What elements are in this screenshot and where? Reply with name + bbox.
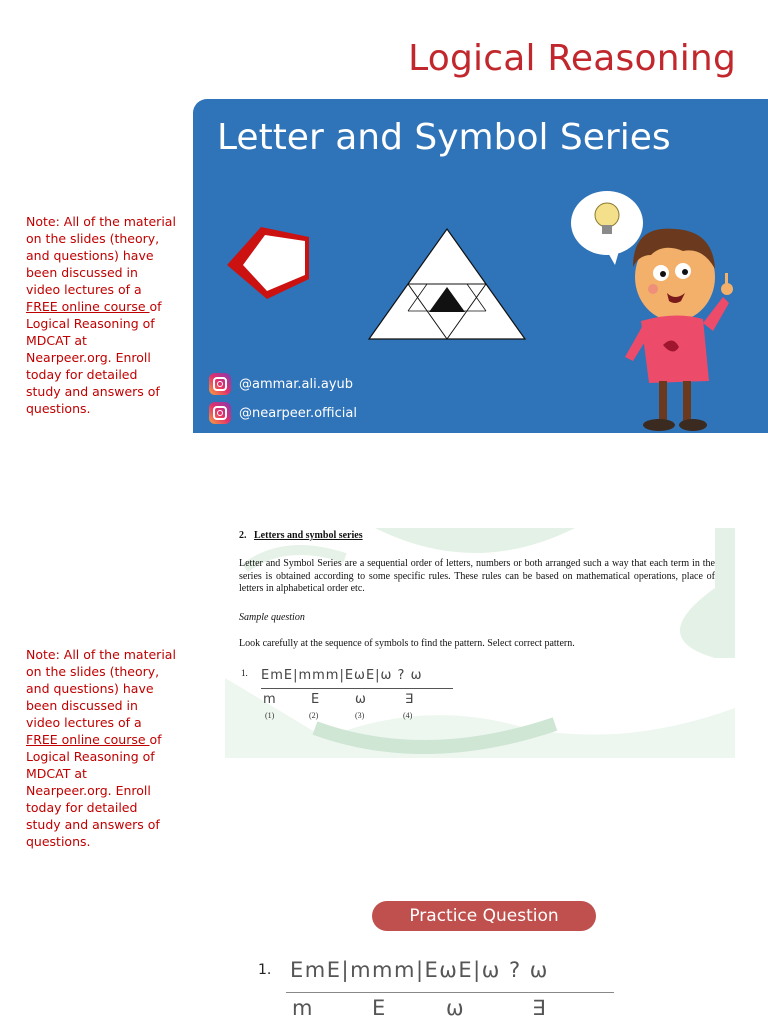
free-course-link[interactable]: FREE online course: [26, 732, 150, 747]
page-title: Logical Reasoning: [408, 38, 736, 79]
social-handle-label: @nearpeer.official: [239, 405, 357, 421]
note-2: [26, 646, 176, 850]
doc-question-series: EmE|mmm|EωE|ω ? ω: [261, 668, 423, 683]
document-excerpt: [225, 528, 735, 758]
practice-option-1[interactable]: m: [292, 996, 313, 1020]
note-text: Note: All of the material on the slides (theory, and questions) have been discussed in video lectures of a: [26, 214, 176, 297]
note-text: of Logical Reasoning of MDCAT at Nearpeer.org. Enroll today for detailed study and answers of questions.: [26, 299, 162, 416]
doc-option-4: ∃: [405, 692, 414, 707]
doc-divider: [261, 688, 453, 689]
doc-heading-text: Letters and symbol series: [254, 530, 363, 541]
doc-heading: [239, 530, 363, 541]
doc-heading-number: 2.: [239, 530, 247, 541]
banner: [193, 99, 768, 433]
doc-option-3: ω: [355, 692, 366, 707]
practice-question-badge: Practice Question: [372, 901, 596, 931]
banner-title: Letter and Symbol Series: [217, 117, 671, 158]
social-handle-2[interactable]: [209, 402, 357, 424]
doc-option-2: E: [311, 692, 320, 707]
pentagon-illustration: [221, 221, 315, 303]
social-handle-label: @ammar.ali.ayub: [239, 376, 354, 392]
practice-options: [286, 996, 606, 1024]
triangle-illustration: [365, 227, 529, 343]
instagram-icon: [209, 373, 231, 395]
note-1: [26, 213, 176, 417]
doc-option-label: (2): [309, 711, 319, 720]
doc-option-label: (1): [265, 711, 275, 720]
doc-instruction: Look carefully at the sequence of symbols to find the pattern. Select correct pattern.: [239, 638, 575, 649]
doc-option-label: (3): [355, 711, 365, 720]
practice-divider: [286, 992, 614, 993]
instagram-icon: [209, 402, 231, 424]
doc-option-1: m: [263, 692, 276, 707]
doc-question-number: 1.: [241, 668, 248, 678]
practice-question-number: 1.: [258, 962, 272, 978]
doc-sample-label: Sample question: [239, 612, 305, 623]
practice-question-series: EmE|mmm|EωE|ω ? ω: [290, 958, 549, 982]
practice-option-2[interactable]: E: [372, 996, 386, 1020]
cartoon-character: [563, 185, 763, 433]
doc-paragraph: Letter and Symbol Series are a sequential order of letters, numbers or both arranged such a way that each term in the series is obtained according to some specific rules. These rules can be based on mathematical operations, place of letters in alphabetical order etc.: [239, 558, 715, 594]
practice-option-4[interactable]: ∃: [532, 996, 546, 1020]
doc-option-label: (4): [403, 711, 413, 720]
note-text: of Logical Reasoning of MDCAT at Nearpeer.org. Enroll today for detailed study and answers of questions.: [26, 732, 162, 849]
practice-option-3[interactable]: ω: [446, 996, 464, 1020]
note-text: Note: All of the material on the slides (theory, and questions) have been discussed in video lectures of a: [26, 647, 176, 730]
social-handle-1[interactable]: [209, 373, 353, 395]
free-course-link[interactable]: FREE online course: [26, 299, 150, 314]
